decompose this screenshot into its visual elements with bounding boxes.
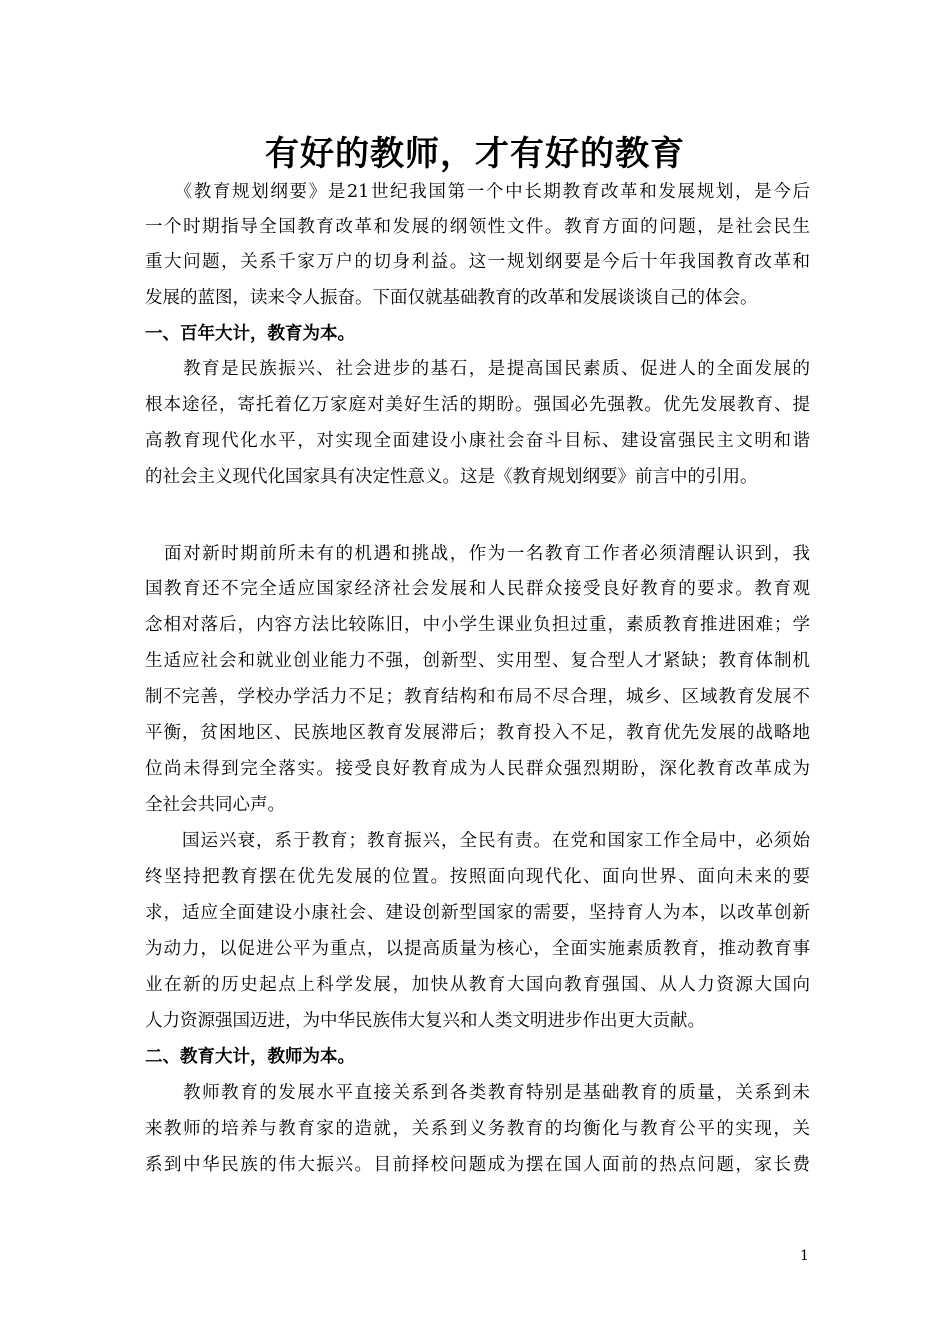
body-line: 求，适应全面建设小康社会、建设创新型国家的需要，坚持育人为本，以改革创新 <box>145 903 810 923</box>
body-line: 业在新的历史起点上科学发展，加快从教育大国向教育强国、从人力资源大国向 <box>145 975 810 995</box>
body-line: 为动力，以促进公平为重点，以提高质量为核心，全面实施素质教育，推动教育事 <box>145 939 810 959</box>
body-line: 教师教育的发展水平直接关系到各类教育特别是基础教育的质量，关系到未 <box>145 1083 810 1103</box>
body-line: 发展的蓝图，读来令人振奋。下面仅就基础教育的改革和发展谈谈自己的体会。 <box>145 288 758 308</box>
body-line: 的社会主义现代化国家具有决定性意义。这是《教育规划纲要》前言中的引用。 <box>145 467 758 487</box>
body-line: 平衡，贫困地区、民族地区教育发展滞后；教育投入不足，教育优先发展的战略地 <box>145 723 810 743</box>
page-number: 1 <box>800 1248 809 1264</box>
body-line: 人力资源强国迈进，为中华民族伟大复兴和人类文明进步作出更大贡献。 <box>145 1011 705 1031</box>
body-line: 终坚持把教育摆在优先发展的位置。按照面向现代化、面向世界、面向未来的要 <box>145 867 810 887</box>
document-title: 有好的教师，才有好的教育 <box>265 134 685 174</box>
body-line: 全社会共同心声。 <box>145 795 285 815</box>
body-line: 面对新时期前所未有的机遇和挑战，作为一名教育工作者必须清醒认识到，我 <box>145 544 810 564</box>
section-heading: 二、教育大计，教师为本。 <box>145 1047 355 1067</box>
body-line: 高教育现代化水平，对实现全面建设小康社会奋斗目标、建设富强民主文明和谐 <box>145 431 810 451</box>
body-line: 念相对落后，内容方法比较陈旧，中小学生课业负担过重，素质教育推进困难；学 <box>145 615 810 635</box>
body-line: 重大问题，关系千家万户的切身利益。这一规划纲要是今后十年我国教育改革和 <box>145 252 810 272</box>
body-line: 国教育还不完全适应国家经济社会发展和人民群众接受良好教育的要求。教育观 <box>145 579 810 599</box>
body-line: 根本途径，寄托着亿万家庭对美好生活的期盼。强国必先强教。优先发展教育、提 <box>145 395 810 415</box>
body-line: 国运兴衰，系于教育；教育振兴，全民有责。在党和国家工作全局中，必须始 <box>145 831 810 851</box>
body-line: 来教师的培养与教育家的造就，关系到义务教育的均衡化与教育公平的实现，关 <box>145 1119 810 1139</box>
section-heading: 一、百年大计，教育为本。 <box>145 324 355 344</box>
body-line: 一个时期指导全国教育改革和发展的纲领性文件。教育方面的问题，是社会民生 <box>145 217 810 237</box>
body-line: 制不完善，学校办学活力不足；教育结构和布局不尽合理，城乡、区域教育发展不 <box>145 687 810 707</box>
body-line: 系到中华民族的伟大振兴。目前择校问题成为摆在国人面前的热点问题，家长费 <box>145 1155 810 1175</box>
body-line: 位尚未得到完全落实。接受良好教育成为人民群众强烈期盼，深化教育改革成为 <box>145 759 810 779</box>
body-line: 教育是民族振兴、社会进步的基石，是提高国民素质、促进人的全面发展的 <box>145 359 810 379</box>
body-line: 《教育规划纲要》是21世纪我国第一个中长期教育改革和发展规划，是今后 <box>145 182 810 202</box>
body-line: 生适应社会和就业创业能力不强，创新型、实用型、复合型人才紧缺；教育体制机 <box>145 651 810 671</box>
